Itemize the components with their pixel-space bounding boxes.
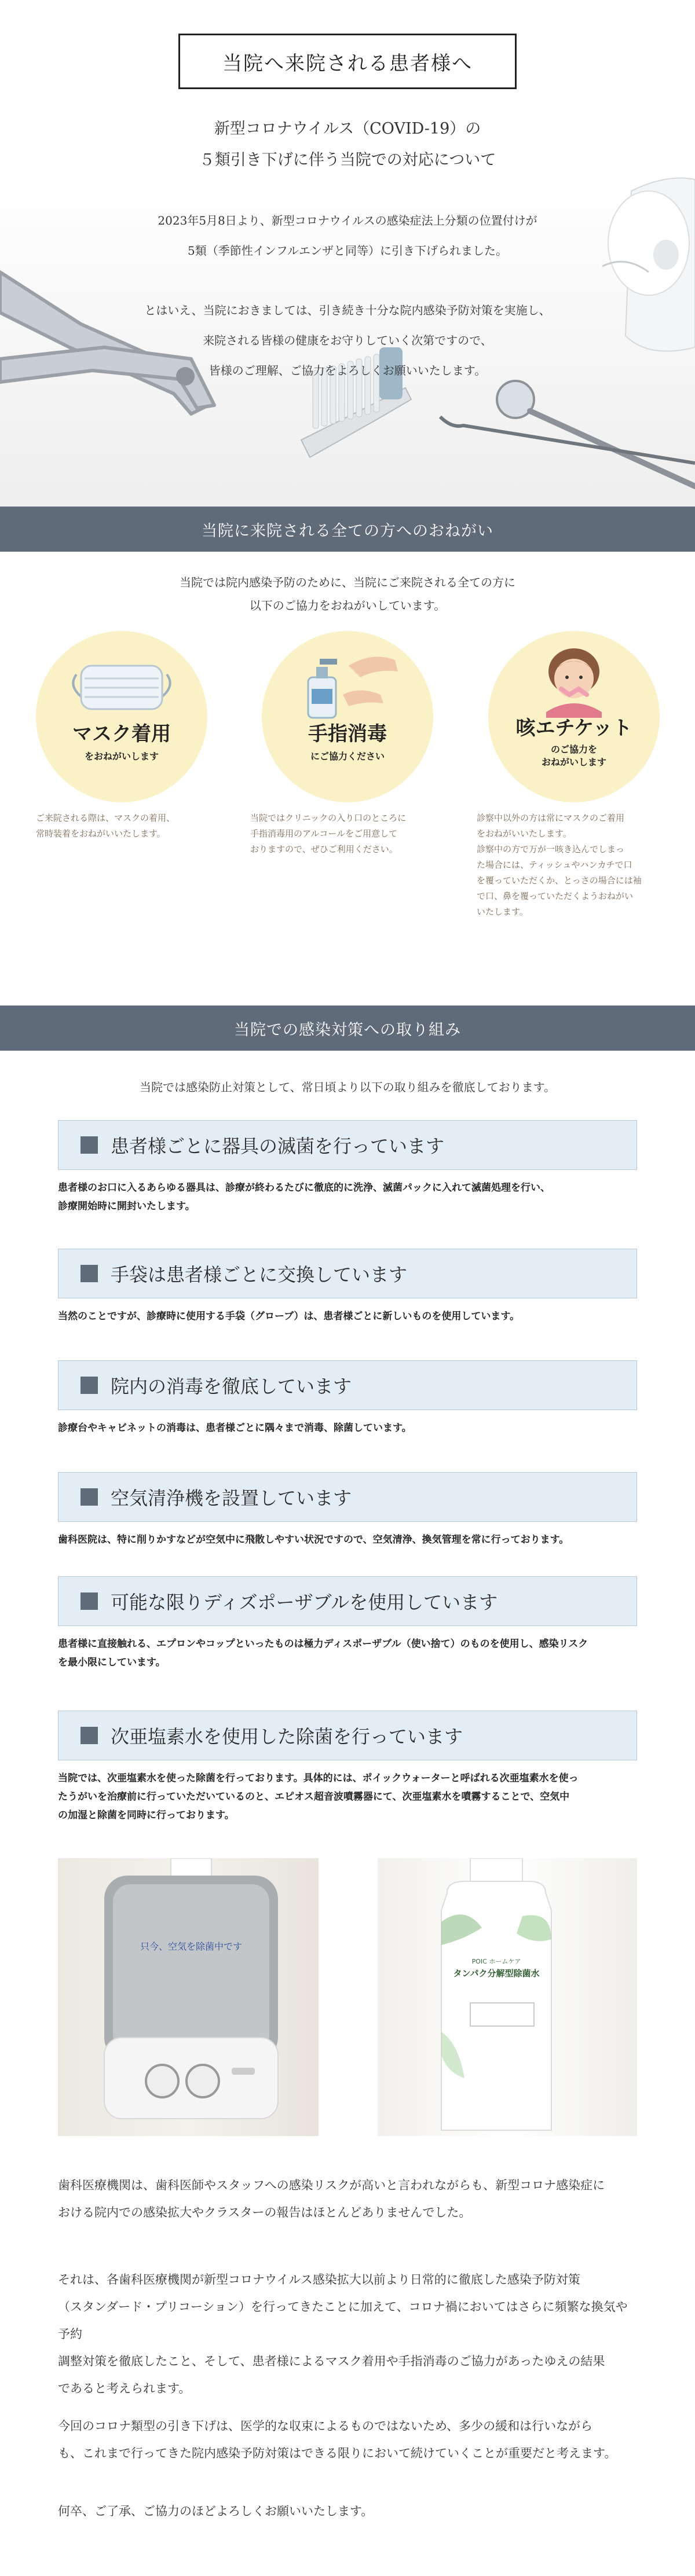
disinfectant-bottle-photo [378, 1858, 637, 2136]
square-bullet-icon [81, 1592, 98, 1610]
measure-title: 空気清浄機を設置しています [111, 1487, 352, 1509]
closing-paragraph: 何卒、ご了承、ご協力のほどよろしくお願いいたします。 [58, 2504, 374, 2518]
closing-paragraph: それは、各歯科医療機関が新型コロナウイルス感染拡大以前より日常的に徹底した感染予防対策 （スタンダード・プリコーション）を行ってきたことに加えて、コロナ禍においてはさらに頻繁な換気や予約 調整対策を徹底したこと、そして、患者様によるマスク着用や手指消毒のご協力があったゆえの結果 であると考えられます。 [58, 2273, 628, 2395]
measure-text: 当院では、次亜塩素水を使った除菌を行っております。具体的には、ポイックウォーターと呼ばれる次亜塩素水を使っ たうがいを治療前に行っていただいているのと、エピオス超音波噴霧器にて、次亜塩素水を噴霧することで、空気中 の加湿と除菌を同時に行っております。 [58, 1773, 579, 1821]
hand-sanitizer-icon [262, 631, 433, 802]
hero-text: 2023年5月8日より、新型コロナウイルスの感染症法上分類の位置付けが [158, 214, 537, 227]
request-card-sanitizer [262, 631, 433, 802]
measure-title: 院内の消毒を徹底しています [111, 1375, 352, 1397]
hero-text: 5類（季節性インフルエンザと同等）に引き下げられました。 [188, 244, 507, 258]
square-bullet-icon [81, 1727, 98, 1744]
mask-icon [36, 631, 207, 802]
bottle-label-product: タンパク分解型除菌水 [453, 1968, 540, 1979]
hero-subtitle-line1: 新型コロナウイルス（COVID-19）の [214, 120, 481, 138]
measure-title: 患者様ごとに器具の滅菌を行っています [111, 1135, 445, 1157]
request-subtitle-mask: をおねがいします [84, 751, 159, 762]
measure-heading [58, 1120, 637, 1170]
square-bullet-icon [81, 1377, 98, 1394]
measure-heading [58, 1360, 637, 1410]
request-desc-cough: 診察中以外の方は常にマスクのご着用 をおねがいいたします。 診察中の方で万が一咳き込んでしまっ た場合には、ティッシュやハンカチで口 を覆っていただくか、とっさの場合には袖 で口、鼻を覆っていただくようおねがい いたします。 [477, 813, 642, 917]
measure-heading [58, 1576, 637, 1626]
measure-text: 診療台やキャビネットの消毒は、患者様ごとに隅々まで消毒、除菌しています。 [58, 1422, 412, 1434]
measure-text: 歯科医院は、特に削りかすなどが空気中に飛散しやすい状況ですので、空気清浄、換気管理を常に行っております。 [58, 1534, 569, 1546]
hero-text: 皆様のご理解、ご協力をよろしくお願いいたします。 [209, 364, 487, 377]
bottle-label-brand: POIC ホームケア [471, 1958, 521, 1965]
humidifier-image [58, 1858, 319, 2136]
request-subtitle-sanitizer: にご協力ください [310, 751, 385, 762]
section-heading-measures: 当院での感染対策への取り組み [0, 1006, 695, 1051]
measure-heading [58, 1249, 637, 1298]
measure-text: 患者様に直接触れる、エプロンやコップといったものは極力ディスポーザブル（使い捨て）のものを使用し、感染リスク を最小限にしています。 [58, 1638, 588, 1668]
measure-title: 次亜塩素水を使用した除菌を行っています [111, 1726, 463, 1748]
request-title-cough: 咳エチケット [515, 717, 632, 740]
section1-intro: 当院では院内感染予防のために、当院にご来院される全ての方に [180, 575, 515, 589]
measure-text: 当然のことですが、診療時に使用する手袋（グローブ）は、患者様ごとに新しいものを使用しています。 [58, 1311, 520, 1322]
request-desc-mask: ご来院される際は、マスクの着用、 常時装着をおねがいいたします。 [36, 813, 175, 839]
closing-paragraph: 歯科医療機関は、歯科医師やスタッフへの感染リスクが高いと言われながらも、新型コロナ感染症に おける院内での感染拡大やクラスターの報告はほとんどありませんでした。 [58, 2178, 605, 2219]
square-bullet-icon [81, 1265, 98, 1282]
measure-title: 手袋は患者様ごとに交換しています [111, 1264, 408, 1286]
square-bullet-icon [81, 1136, 98, 1154]
section-heading-request: 当院に来院される全ての方へのおねがい [0, 507, 695, 552]
request-title-mask: マスク着用 [72, 722, 171, 746]
measure-heading [58, 1711, 637, 1760]
section2-intro: 当院では感染防止対策として、常日頃より以下の取り組みを徹底しております。 [140, 1080, 555, 1094]
hero-section [0, 0, 695, 509]
request-card-mask [36, 631, 207, 802]
request-title-sanitizer: 手指消毒 [308, 722, 387, 746]
humidifier-caption: 只今、空気を除菌中です [140, 1941, 242, 1952]
measure-heading [58, 1472, 637, 1522]
measure-title: 可能な限りディズポーザブルを使用しています [111, 1591, 498, 1613]
request-subtitle-cough: おねがいします [541, 757, 606, 768]
hero-subtitle-line2: ５類引き下げに伴う当院での対応について [199, 151, 496, 169]
square-bullet-icon [81, 1488, 98, 1506]
closing-paragraph: 今回のコロナ類型の引き下げは、医学的な収束によるものではないため、多少の緩和は行いながら も、これまで行ってきた院内感染予防対策はできる限りにおいて続けていくことが重要だと考えます。 [58, 2419, 617, 2460]
measure-text: 患者様のお口に入るあらゆる器具は、診療が終わるたびに徹底的に洗浄、滅菌パックに入れて滅菌処理を行い、 診療開始時に開封いたします。 [58, 1182, 550, 1212]
humidifier-photo [58, 1858, 319, 2136]
request-card-cough [488, 631, 660, 802]
section1-intro: 以下のご協力をおねがいしています。 [249, 599, 446, 612]
page-title: 当院へ来院される患者様へ [178, 34, 517, 89]
disinfectant-bottle-image [378, 1858, 637, 2136]
request-subtitle-cough: のご協力を [550, 744, 597, 755]
hero-text: とはいえ、当院におきましては、引き続き十分な院内感染予防対策を実施し、 [144, 303, 551, 317]
request-desc-sanitizer: 当院ではクリニックの入り口のところに 手指消毒用のアルコールをご用意して おりますので、ぜひご利用ください。 [250, 813, 407, 854]
hero-text: 来院される皆様の健康をお守りしていく次第ですので、 [203, 333, 492, 347]
